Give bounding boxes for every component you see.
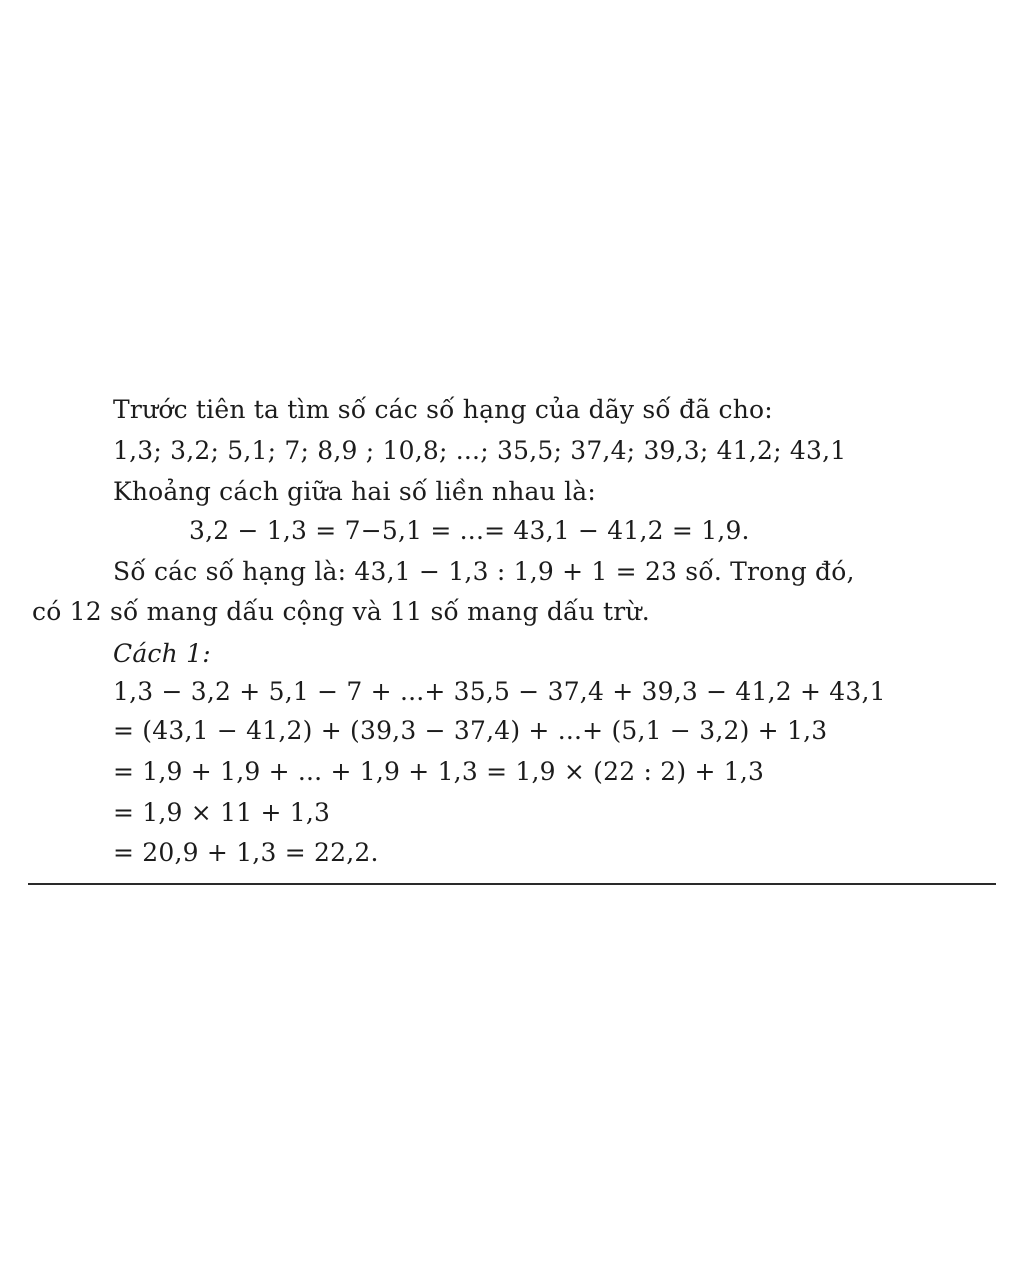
expression-line: 1,3 − 3,2 + 5,1 − 7 + ...+ 35,5 − 37,4 + 39,3 − 41,2 + 43,1 xyxy=(113,677,886,706)
product-line: = 1,9 × 11 + 1,3 xyxy=(113,798,331,827)
result-line: = 20,9 + 1,3 = 22,2. xyxy=(113,838,379,867)
distance-equation-line: 3,2 − 1,3 = 7−5,1 = ...= 43,1 − 41,2 = 1,9. xyxy=(189,516,750,545)
intro-line: Trước tiên ta tìm số các số hạng của dãy số đã cho: xyxy=(113,395,773,424)
term-count-line: Số các số hạng là: 43,1 − 1,3 : 1,9 + 1 = 23 số. Trong đó, xyxy=(113,557,855,586)
method-heading: Cách 1: xyxy=(113,639,211,668)
sum-line: = 1,9 + 1,9 + ... + 1,9 + 1,3 = 1,9 × (22 : 2) + 1,3 xyxy=(113,757,765,786)
distance-label-line: Khoảng cách giữa hai số liền nhau là: xyxy=(113,477,597,506)
horizontal-divider xyxy=(28,883,996,885)
sign-count-line: có 12 số mang dấu cộng và 11 số mang dấu trừ. xyxy=(32,597,650,626)
grouping-line: = (43,1 − 41,2) + (39,3 − 37,4) + ...+ (5,1 − 3,2) + 1,3 xyxy=(113,716,828,745)
sequence-line: 1,3; 3,2; 5,1; 7; 8,9 ; 10,8; ...; 35,5; 37,4; 39,3; 41,2; 43,1 xyxy=(113,436,847,465)
